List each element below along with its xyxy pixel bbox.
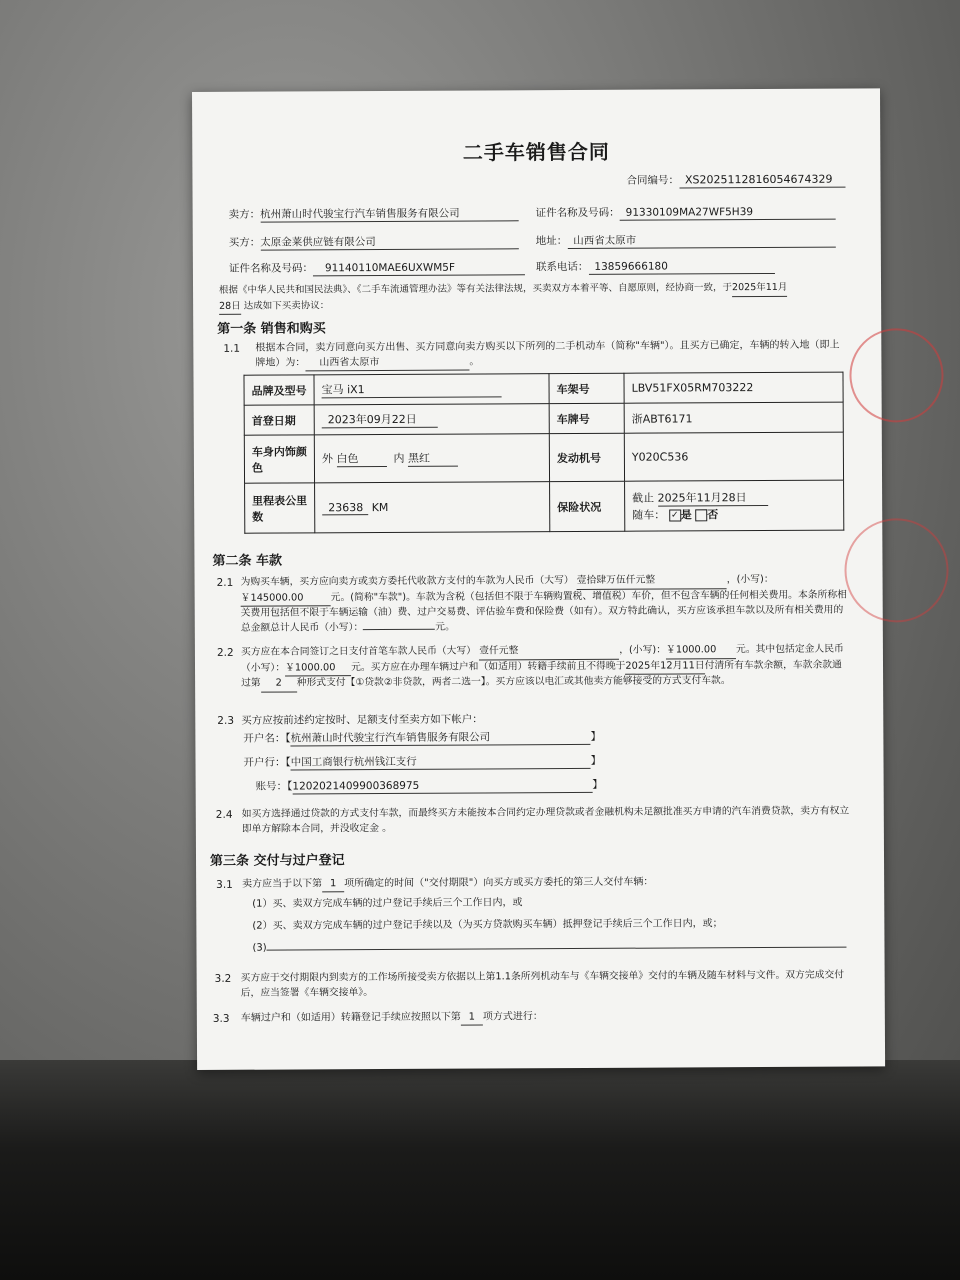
clause-number: 2.1 xyxy=(216,576,234,589)
clause-2-1: 为购买车辆，买方应向卖方或卖方委托代收款方支付的车款为人民币（大写） 壹拾肆万伍仟元整 ，(小写)： ￥145000.00 元。(简称"车款")。车款为含税（包括但不限于车辆购置税、增值税）车价，但不包含车辆的任何相关费用。本条所称相关费用包括但不限于车辆运输（油）费、过户交易费、评估验车费和保险费（如有）。双方特此确认，买方应该承担车款以及所有相关费用的总金额总计人民币（小写）： 元。 xyxy=(240,573,847,634)
vin-value: LBV51FX05RM703222 xyxy=(624,372,843,403)
preamble: 根据《中华人民共和国民法典》、《二手车流通管理办法》等有关法律法规，买卖双方本着平等、自愿原则，经协商一致，于2025年11月 28日 达成如下买卖协议： xyxy=(219,281,845,315)
yes-checkbox: ✓ xyxy=(669,509,681,521)
vin-label: 车架号 xyxy=(549,373,624,403)
reg-date-label: 首登日期 xyxy=(244,405,314,435)
insurance-label: 保险状况 xyxy=(550,481,625,531)
insurance-value: 截止 2025年11月28日 随车： ✓ 是 否 xyxy=(625,480,844,531)
clause-2-2: 买方应在本合同签订之日支付首笔车款人民币（大写） 壹仟元整 ，(小写)：￥1000.00 元。其中包括定金人民币（小写）：￥1000.00 元。买方应在办理车辆过户和（如适用）转籍手续前且不得晚于2025年12月11日付清所有车款余额，车款余款通过第 2 种形式支付【①贷款②非贷款，两者二选一】。买方应该以电汇或其他卖方能够接受的方式支付车款。 xyxy=(241,643,849,693)
vehicle-info-table xyxy=(243,372,844,534)
account-number-row: 账号：【1202021409900368975 】 xyxy=(255,778,603,793)
no-checkbox xyxy=(695,509,707,521)
option-1: (1）买、卖双方完成车辆的过户登记手续后三个工作日内，或 xyxy=(252,897,523,910)
dark-foreground xyxy=(0,1060,960,1280)
color-label: 车身内饰颜色 xyxy=(244,435,314,483)
section-2-title: 第二条 车款 xyxy=(212,553,283,569)
clause-number: 2.2 xyxy=(216,646,234,659)
address-row: 地址： 山西省太原市 xyxy=(536,233,836,250)
mileage-value: 23638 KM xyxy=(315,482,550,533)
clause-3-3: 车辆过户和（如适用）转籍登记手续应按照以下第 1 项方式进行： xyxy=(240,1011,543,1024)
engine-label: 发动机号 xyxy=(549,433,624,481)
clause-1-1: 根据本合同，卖方同意向买方出售、买方同意向卖方购买以下所列的二手机动车（简称"车辆"）。且买方已确定，车辆的转入地（即上牌地）为： 山西省太原市 。 xyxy=(255,339,845,372)
clause-2-4: 如买方选择通过贷款的方式支付车款，而最终买方未能按本合同约定办理贷款或者金融机构未足额批准买方申请的汽车消费贷款，卖方有权立即单方解除本合同，并没收定金 。 xyxy=(241,805,850,835)
section-3-title: 第三条 交付与过户登记 xyxy=(209,853,345,869)
document-title: 二手车销售合同 xyxy=(462,139,610,165)
seller-row: 卖方：杭州萧山时代骏宝行汽车销售服务有限公司 xyxy=(229,206,519,223)
plate-value: 浙ABT6171 xyxy=(624,402,843,433)
reg-date-value: 2023年09月22日 xyxy=(314,404,549,435)
brand-label: 品牌及型号 xyxy=(244,375,314,405)
seller-cert-row: 证件名称及号码： 91330109MA27WF5H39 xyxy=(536,205,836,222)
buyer-row: 买方：太原金莱供应链有限公司 xyxy=(229,234,519,251)
red-seal-stamp xyxy=(849,328,943,422)
clause-number: 3.3 xyxy=(212,1012,230,1025)
engine-value: Y020C536 xyxy=(624,432,843,481)
contract-sheet xyxy=(192,88,885,1070)
account-name-row: 开户名：【杭州萧山时代骏宝行汽车销售服务有限公司 】 xyxy=(243,730,602,745)
account-bank-row: 开户行：【中国工商银行杭州钱江支行 】 xyxy=(243,754,602,769)
option-3: (3) xyxy=(252,939,846,956)
phone-row: 联系电话： 13859666180 xyxy=(536,259,775,275)
clause-3-2: 买方应于交付期限内到卖方的工作场所接受卖方依据以上第1.1条所列机动车与《车辆交接单》交付的车辆及随车材料与文件。双方完成交付后，应当签署《车辆交接单》。 xyxy=(240,969,845,999)
buyer-cert-row: 证件名称及号码： 91140110MAE6UXWM5F xyxy=(229,260,525,277)
clause-2-3: 买方应按前述约定按时、足额支付至卖方如下帐户： xyxy=(241,713,483,727)
color-value: 外 白色 内 黑红 xyxy=(314,434,549,483)
brand-value: 宝马 iX1 xyxy=(314,374,549,405)
red-seal-stamp xyxy=(844,518,949,623)
clause-number: 2.3 xyxy=(217,714,235,727)
mileage-label: 里程表公里数 xyxy=(245,483,315,533)
plate-label: 车牌号 xyxy=(549,403,624,433)
clause-3-1: 卖方应当于以下第 1 项所确定的时间（"交付期限"）向买方或买方委托的第三人交付车辆： xyxy=(242,876,653,893)
clause-number: 3.1 xyxy=(216,878,233,891)
contract-number: 合同编号： XS20251128160546743​29 xyxy=(626,173,845,189)
section-1-title: 第一条 销售和购买 xyxy=(217,321,326,337)
option-2: (2）买、卖双方完成车辆的过户登记手续以及（为买方贷款购买车辆）抵押登记手续后三个工作日内，或； xyxy=(252,918,723,932)
clause-number: 2.4 xyxy=(215,808,233,821)
clause-number: 3.2 xyxy=(214,972,232,985)
clause-number: 1.1 xyxy=(223,342,241,355)
